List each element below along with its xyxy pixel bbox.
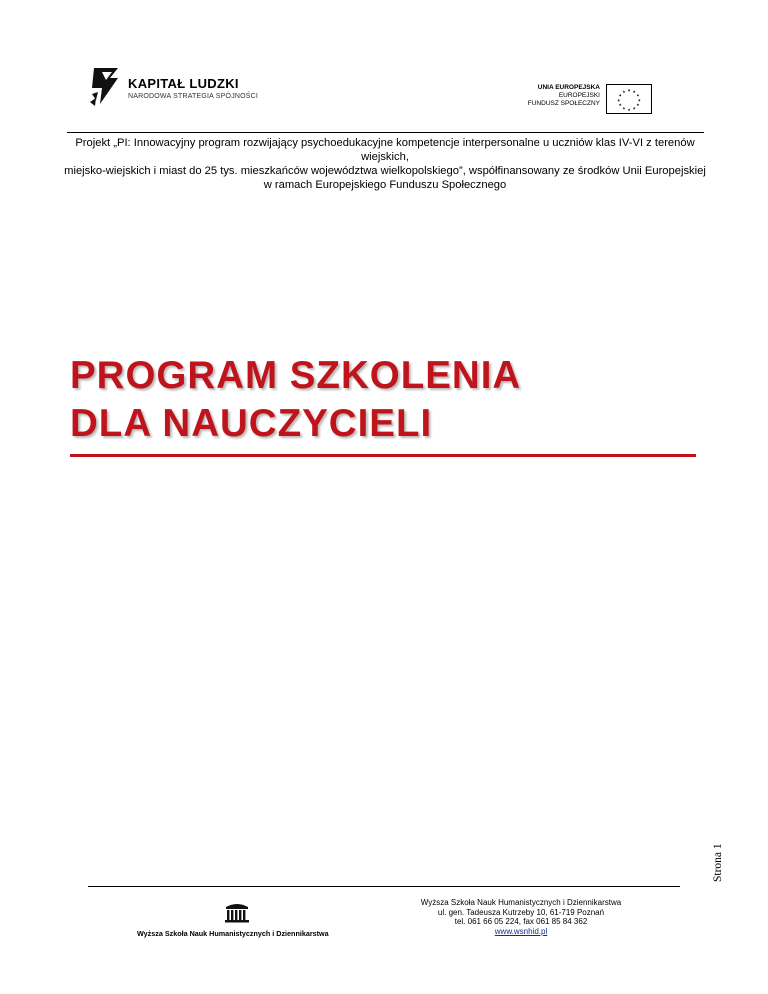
website-link[interactable]: www.wsnhid.pl <box>494 926 548 936</box>
svg-text:★: ★ <box>618 93 622 98</box>
project-header <box>60 136 710 192</box>
svg-text:★: ★ <box>627 88 631 93</box>
eu-logo <box>527 84 652 114</box>
footer-address <box>396 898 646 936</box>
eu-flag-icon <box>606 84 652 114</box>
project-header-line3: w ramach Europejskiego Funduszu Społecznego <box>263 179 507 191</box>
kapital-ludzki-title: KAPITAŁ LUDZKI <box>128 76 239 91</box>
eu-logo-line3: FUNDUSZ SPOŁECZNY <box>527 100 600 107</box>
university-building-icon <box>223 901 251 923</box>
kapital-ludzki-subtitle: NARODOWA STRATEGIA SPÓJNOŚCI <box>128 93 259 100</box>
svg-text:★: ★ <box>622 106 626 111</box>
svg-text:★: ★ <box>622 89 626 94</box>
eu-logo-text <box>528 84 600 108</box>
kapital-ludzki-emblem-icon <box>88 64 122 108</box>
svg-text:★: ★ <box>636 103 640 107</box>
svg-text:★: ★ <box>627 108 631 113</box>
svg-text:★: ★ <box>632 106 636 111</box>
footer-address-line1: Wyższa Szkoła Nauk Humanistycznych i Dziennikarstwa <box>420 898 622 907</box>
eu-logo-line2: EUROPEJSKI <box>558 92 600 99</box>
footer-address-line2: ul. gen. Tadeusza Kutrzeby 10, 61-719 Poznań <box>437 907 605 917</box>
project-header-line1: Projekt „PI: Innowacyjny program rozwijający psychoedukacyjne kompetencje interpersonalne u uczniów klas IV-VI z terenów wiejskich, <box>75 137 695 163</box>
project-header-line2: miejsko-wiejskich i miast do 25 tys. mieszkańców województwa wielkopolskiego”, współfinansowany ze środków Unii Europejskiej <box>64 165 706 177</box>
page-number-text: Strona 1 <box>712 843 724 882</box>
title-underline <box>70 454 696 457</box>
kapital-ludzki-logo <box>88 64 258 112</box>
document-title-line2: DLA NAUCZYCIELI <box>70 402 433 445</box>
svg-text:★: ★ <box>636 93 640 98</box>
svg-text:★: ★ <box>617 98 621 103</box>
institution-name: Wyższa Szkoła Nauk Humanistycznych i Dziennikarstwa <box>137 929 329 938</box>
svg-text:★: ★ <box>632 89 636 94</box>
document-title <box>70 352 710 448</box>
svg-text:★: ★ <box>637 98 641 103</box>
eu-logo-line1: UNIA EUROPEJSKA <box>537 84 600 91</box>
footer-divider <box>88 886 680 887</box>
page-number-label <box>708 844 744 880</box>
document-title-line1: PROGRAM SZKOLENIA <box>70 354 522 397</box>
footer-address-line3: tel. 061 66 05 224, fax 061 85 84 362 <box>454 917 588 927</box>
header-divider <box>67 132 704 133</box>
svg-text:★: ★ <box>618 103 622 107</box>
